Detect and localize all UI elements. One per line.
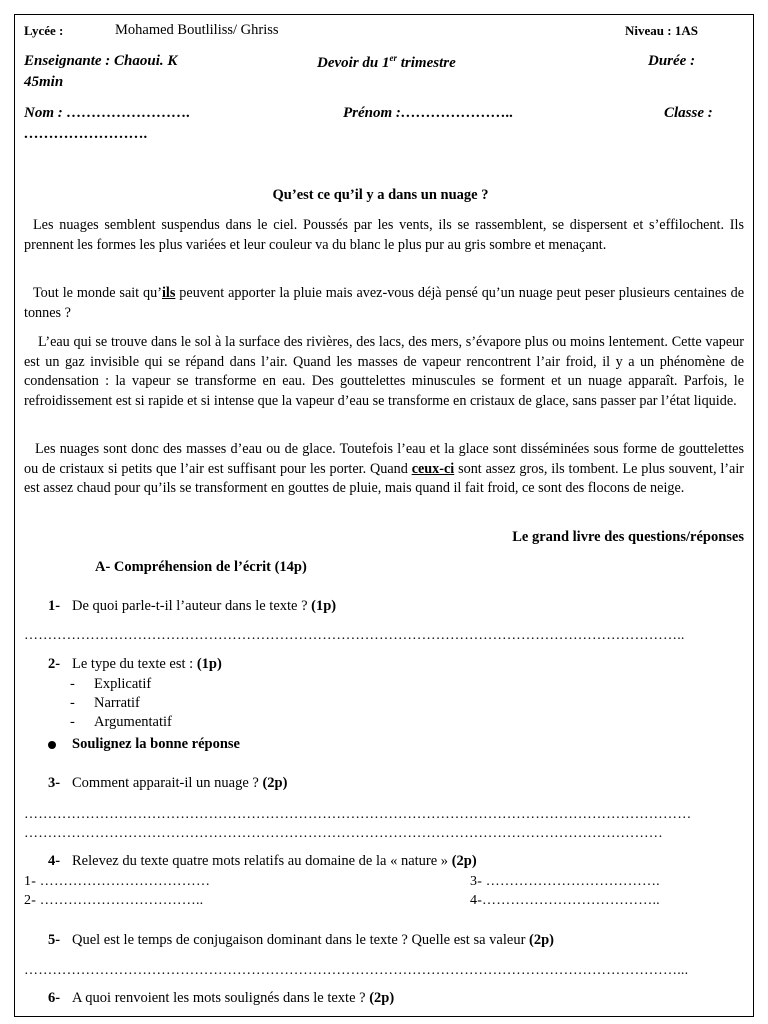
devoir-title: Devoir du 1er trimestre [317, 53, 456, 71]
blank-1[interactable]: 1- ……………………………… [24, 874, 211, 889]
answer-line-q5[interactable]: …………………………………………………………………………………………………………………………... [24, 963, 689, 978]
blank-4[interactable]: 4-……………………………….. [470, 893, 660, 908]
option-argumentatif[interactable]: - Argumentatif [70, 714, 172, 730]
answer-line-q3-2[interactable]: ……………………………………………………………………………………………………………………… [24, 826, 663, 841]
lycee-label: Lycée : [24, 23, 64, 38]
option-explicatif[interactable]: - Explicatif [70, 676, 152, 692]
answer-line-q1[interactable]: ………………………………………………………………………………………………………………………….. [24, 628, 685, 643]
question-6: 6- A quoi renvoient les mots soulignés dans le texte ? (2p) [48, 990, 395, 1006]
exam-page [14, 14, 754, 1017]
bullet-icon [48, 741, 56, 749]
blank-2[interactable]: 2- …………………………….. [24, 893, 204, 908]
paragraph-4: Les nuages sont donc des masses d’eau ou de glace. Toutefois l’eau et la glace sont disséminées sous forme de gouttelettes ou de cristaux si petits que l’air est suffisant pour les porter. Quand ceux-ci sont assez gros, ils tombent. Le plus souvent, l’air est assez chaud pour qu’ils se transforment en gouttes de pluie, mais quand il fait froid, ce sont des flocons de neige. [24, 441, 744, 496]
underlined-ils: ils [161, 285, 176, 301]
q2-instruction: Soulignez la bonne réponse [48, 736, 240, 753]
paragraph-1: Les nuages semblent suspendus dans le ciel. Poussés par les vents, ils se rassemblent, se dispersent et s’effilochent. Ils prennent les formes les plus variées et leur couleur va du blanc le plus pur au gris sombre et menaçant. [24, 217, 744, 253]
underlined-ceux-ci: ceux-ci [411, 460, 455, 477]
paragraph-3: L’eau qui se trouve dans le sol à la surface des rivières, des lacs, des mers, s’évapore plus ou moins lentement. Cette vapeur est un gaz invisible qui se répand dans l’air. Quand les masses de vapeur rencontrent l’air froid, il y a un phénomène de condensation : la vapeur se transforme en eau. Des gouttelettes minuscules se forment et un nuage apparaît. Parfois, le refroidissement est si rapide et si intense que la vapeur d’eau se transforme en cristaux de glace, sans passer par l’état liquide. [24, 334, 744, 409]
question-5: 5- Quel est le temps de conjugaison dominant dans le texte ? Quelle est sa valeur (2p) [48, 932, 555, 948]
lycee-name: Mohamed Boutliliss/ Ghriss [115, 22, 279, 38]
paragraph-2: Tout le monde sait qu’ils peuvent apporter la pluie mais avez-vous déjà pensé qu’un nuage peut peser plusieurs centaines de tonnes ? [24, 285, 744, 321]
question-3: 3- Comment apparait-il un nuage ? (2p) [48, 775, 288, 791]
duree: Durée : [648, 53, 696, 69]
nom-field: Nom : ……………………. [24, 105, 191, 121]
question-1: 1- De quoi parle-t-il l’auteur dans le texte ? (1p) [48, 598, 337, 614]
classe-dots: ……………………. [24, 126, 148, 142]
option-narratif[interactable]: - Narratif [70, 695, 140, 711]
prenom-field: Prénom :………………….. [343, 105, 514, 121]
answer-line-q3-1[interactable]: …………………………………………………………………………………………………………………………… [24, 807, 692, 822]
enseignante: Enseignante : Chaoui. K [24, 53, 178, 69]
classe-field: Classe : [664, 105, 713, 121]
question-2: 2- Le type du texte est : (1p) [48, 656, 222, 672]
duree-value: 45min [24, 74, 64, 90]
text-source: Le grand livre des questions/réponses [512, 529, 744, 545]
question-4: 4- Relevez du texte quatre mots relatifs au domaine de la « nature » (2p) [48, 853, 477, 869]
niveau: Niveau : 1AS [625, 23, 698, 38]
text-title: Qu’est ce qu’il y a dans un nuage ? [272, 187, 489, 203]
section-title: A- Compréhension de l’écrit (14p) [95, 559, 307, 575]
blank-3[interactable]: 3- ………………………………. [470, 874, 660, 889]
